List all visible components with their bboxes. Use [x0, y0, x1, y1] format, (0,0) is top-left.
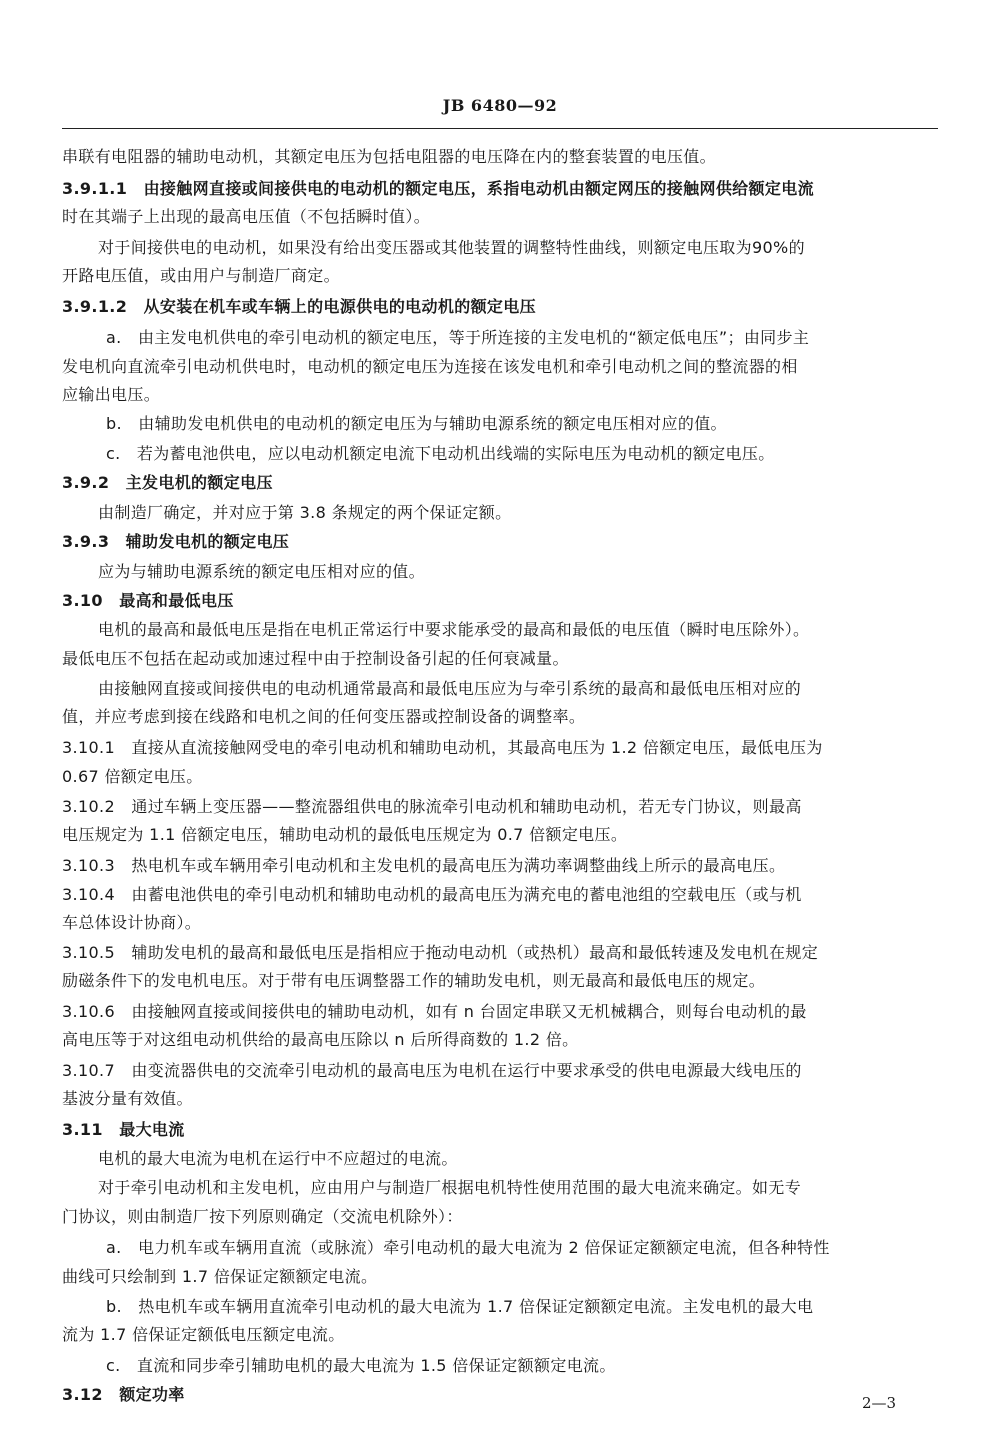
header-rule — [62, 128, 938, 129]
text-line: 发电机向直流牵引电动机供电时，电动机的额定电压为连接在该发电机和牵引电动机之间的整流器的相 — [62, 357, 798, 376]
text-line: 高电压等于对这组电动机供给的最高电压除以 n 后所得商数的 1.2 倍。 — [62, 1030, 579, 1049]
text-line: b. 热电机车或车辆用直流牵引电动机的最大电流为 1.7 倍保证定额额定电流。主发电机的最大电 — [106, 1297, 814, 1316]
text-line: 3.9.3 辅助发电机的额定电压 — [62, 532, 290, 551]
text-line: 流为 1.7 倍保证定额低电压额定电流。 — [62, 1325, 345, 1344]
text-line: a. 由主发电机供电的牵引电动机的额定电压，等于所连接的主发电机的“额定低电压”；由同步主 — [106, 328, 810, 347]
text-line: 车总体设计协商）。 — [62, 913, 202, 932]
text-line: 3.10.6 由接触网直接或间接供电的辅助电动机，如有 n 台固定串联又无机械耦合，则每台电动机的最 — [62, 1002, 807, 1021]
text-line: 基波分量有效值。 — [62, 1089, 193, 1108]
text-line: 3.12 额定功率 — [62, 1385, 185, 1404]
text-line: 由制造厂确定，并对应于第 3.8 条规定的两个保证定额。 — [98, 503, 512, 522]
text-line: 应输出电压。 — [62, 385, 161, 404]
text-line: 3.10.4 由蓄电池供电的牵引电动机和辅助电动机的最高电压为满充电的蓄电池组的空载电压（或与机 — [62, 885, 802, 904]
page-number: 2—3 — [862, 1394, 897, 1412]
text-line: 3.10.2 通过车辆上变压器——整流器组供电的脉流牵引电动机和辅助电动机，若无专门协议，则最高 — [62, 797, 802, 816]
text-line: 0.67 倍额定电压。 — [62, 767, 203, 786]
text-line: 3.9.1.2 从安装在机车或车辆上的电源供电的电动机的额定电压 — [62, 297, 536, 316]
text-line: 励磁条件下的发电机电压。对于带有电压调整器工作的辅助发电机，则无最高和最低电压的规定。 — [62, 971, 766, 990]
text-line: c. 若为蓄电池供电，应以电动机额定电流下电动机出线端的实际电压为电动机的额定电压。 — [106, 444, 775, 463]
text-line: 电机的最高和最低电压是指在电机正常运行中要求能承受的最高和最低的电压值（瞬时电压除外）。 — [98, 620, 810, 639]
text-line: 由接触网直接或间接供电的电动机通常最高和最低电压应为与牵引系统的最高和最低电压相对应的 — [98, 679, 802, 698]
text-line: 应为与辅助电源系统的额定电压相对应的值。 — [98, 562, 426, 581]
text-line: 3.9.2 主发电机的额定电压 — [62, 473, 273, 492]
text-line: 电压规定为 1.1 倍额定电压，辅助电动机的最低电压规定为 0.7 倍额定电压。 — [62, 825, 628, 844]
text-line: 对于间接供电的电动机，如果没有给出变压器或其他装置的调整特性曲线，则额定电压取为90%的 — [98, 238, 805, 257]
text-line: 时在其端子上出现的最高电压值（不包括瞬时值）。 — [62, 207, 431, 226]
page-header: JB 6480—92 — [442, 96, 558, 115]
text-line: 门协议，则由制造厂按下列原则确定（交流电机除外）： — [62, 1207, 463, 1226]
text-line: 3.10.7 由变流器供电的交流牵引电动机的最高电压为电机在运行中要求承受的供电电源最大线电压的 — [62, 1061, 802, 1080]
text-line: 值，并应考虑到接在线路和电机之间的任何变压器或控制设备的调整率。 — [62, 707, 586, 726]
text-line: 最低电压不包括在起动或加速过程中由于控制设备引起的任何衰减量。 — [62, 649, 569, 668]
text-line: 电机的最大电流为电机在运行中不应超过的电流。 — [98, 1149, 458, 1168]
text-line: 3.10 最高和最低电压 — [62, 591, 234, 610]
text-line: 3.11 最大电流 — [62, 1120, 185, 1139]
text-line: 串联有电阻器的辅助电动机，其额定电压为包括电阻器的电压降在内的整套装置的电压值。 — [62, 147, 717, 166]
text-line: 对于牵引电动机和主发电机，应由用户与制造厂根据电机特性使用范围的最大电流来确定。如无专 — [98, 1178, 802, 1197]
text-line: 3.10.1 直接从直流接触网受电的牵引电动机和辅助电动机，其最高电压为 1.2 倍额定电压，最低电压为 — [62, 738, 823, 757]
text-line: a. 电力机车或车辆用直流（或脉流）牵引电动机的最大电流为 2 倍保证定额额定电流，但各种特性 — [106, 1238, 830, 1257]
text-line: b. 由辅助发电机供电的电动机的额定电压为与辅助电源系统的额定电压相对应的值。 — [106, 414, 727, 433]
text-line: 开路电压值，或由用户与制造厂商定。 — [62, 266, 340, 285]
text-line: 3.10.3 热电机车或车辆用牵引电动机和主发电机的最高电压为满功率调整曲线上所示的最高电压。 — [62, 856, 786, 875]
text-line: c. 直流和同步牵引辅助电机的最大电流为 1.5 倍保证定额额定电流。 — [106, 1356, 616, 1375]
text-line: 3.9.1.1 由接触网直接或间接供电的电动机的额定电压，系指电动机由额定网压的接触网供给额定电流 — [62, 179, 814, 198]
text-line: 曲线可只绘制到 1.7 倍保证定额额定电流。 — [62, 1267, 378, 1286]
text-line: 3.10.5 辅助发电机的最高和最低电压是指相应于拖动电动机（或热机）最高和最低转速及发电机在规定 — [62, 943, 819, 962]
